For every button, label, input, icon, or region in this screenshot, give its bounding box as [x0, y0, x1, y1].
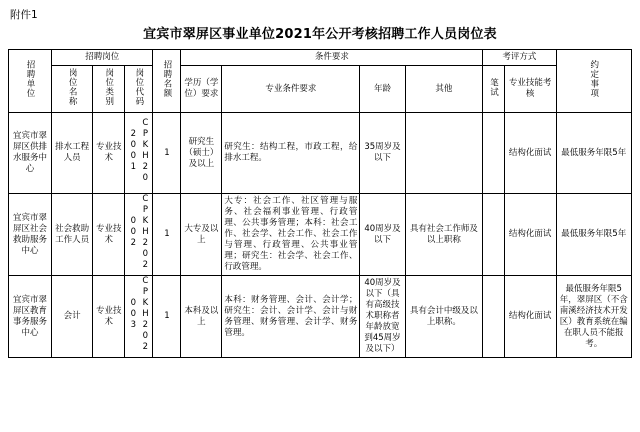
cell-major: 研究生：结构工程，市政工程，给排水工程。	[222, 113, 360, 194]
cell-other: 具有会计中级及以上职称。	[405, 276, 483, 358]
page-title: 宜宾市翠屏区事业单位2021年公开考核招聘工作人员岗位表	[143, 27, 497, 42]
cell-written	[483, 276, 505, 358]
cell-agreement: 最低服务年限5年	[556, 113, 632, 194]
cell-skill: 结构化面试	[504, 194, 556, 276]
cell-post-code-text: CPKH202002	[128, 194, 151, 271]
cell-age: 40周岁及以下	[360, 194, 405, 276]
cell-post-name: 排水工程人员	[52, 113, 93, 194]
table-header-row-1	[9, 50, 632, 66]
header-major: 专业条件要求	[222, 66, 360, 113]
header-unit-label: 招聘单位	[25, 60, 36, 98]
cell-post-type: 专业技术	[93, 194, 125, 276]
header-post-type-label: 岗位类别	[103, 68, 114, 106]
header-quota	[153, 50, 181, 113]
cell-agreement: 最低服务年限5年	[556, 194, 632, 276]
header-post-code-label: 岗位代码	[133, 68, 144, 106]
cell-major: 本科：财务管理、会计、会计学；研究生：会计、会计学、会计与财务管理、财务管理、会计学、财务管理。	[222, 276, 360, 358]
header-condition-group: 条件要求	[181, 50, 483, 66]
cell-age: 35周岁及以下	[360, 113, 405, 194]
cell-skill: 结构化面试	[504, 113, 556, 194]
cell-other	[405, 113, 483, 194]
header-agreement-label: 约定事项	[588, 60, 599, 98]
header-quota-label: 招聘名额	[161, 60, 172, 98]
header-written	[483, 66, 505, 113]
cell-unit: 宜宾市翠屏区教育事务服务中心	[9, 276, 52, 358]
header-post-group: 招聘岗位	[52, 50, 153, 66]
cell-unit: 宜宾市翠屏区供排水服务中心	[9, 113, 52, 194]
header-skill: 专业技能考核	[504, 66, 556, 113]
cell-education: 研究生（硕士）及以上	[181, 113, 222, 194]
cell-written	[483, 194, 505, 276]
header-agreement	[556, 50, 632, 113]
cell-post-name: 社会救助工作人员	[52, 194, 93, 276]
cell-post-code-text: CPKH202003	[128, 276, 151, 353]
cell-post-code	[125, 113, 153, 194]
cell-unit: 宜宾市翠屏区社会救助服务中心	[9, 194, 52, 276]
header-other: 其他	[405, 66, 483, 113]
cell-education: 大专及以上	[181, 194, 222, 276]
attachment-label: 附件1	[10, 9, 38, 21]
cell-post-code	[125, 194, 153, 276]
header-post-type	[93, 66, 125, 113]
table-row	[9, 276, 632, 358]
table-row	[9, 113, 632, 194]
cell-post-code-text: CPKH202001	[128, 118, 151, 184]
job-positions-table	[8, 49, 632, 358]
cell-post-type: 专业技术	[93, 113, 125, 194]
cell-quota: 1	[153, 194, 181, 276]
header-post-name	[52, 66, 93, 113]
cell-quota: 1	[153, 276, 181, 358]
header-post-name-label: 岗位名称	[67, 68, 78, 106]
cell-quota: 1	[153, 113, 181, 194]
cell-post-name: 会计	[52, 276, 93, 358]
cell-education: 本科及以上	[181, 276, 222, 358]
cell-major: 大专：社会工作、社区管理与服务、社会福利事业管理、行政管理、公共事务管理；本科：社会工作、社会学、社会工作、社会工作与管理、行政管理、公共事业管理；研究生：社会学、社会工作、行政管理。	[222, 194, 360, 276]
header-age: 年龄	[360, 66, 405, 113]
cell-post-code	[125, 276, 153, 358]
cell-written	[483, 113, 505, 194]
cell-skill: 结构化面试	[504, 276, 556, 358]
header-written-label: 笔试	[488, 77, 499, 97]
header-unit	[9, 50, 52, 113]
cell-agreement: 最低服务年限5年，翠屏区（不含南溪经济技术开发区）教育系统在编在职人员不能报考。	[556, 276, 632, 358]
cell-other: 具有社会工作师及以上职称	[405, 194, 483, 276]
header-assess-group: 考评方式	[483, 50, 556, 66]
cell-age: 40周岁及以下（具有高级技术职称者年龄放宽到45周岁及以下）	[360, 276, 405, 358]
header-post-code	[125, 66, 153, 113]
header-education: 学历（学位）要求	[181, 66, 222, 113]
cell-post-type: 专业技术	[93, 276, 125, 358]
table-row	[9, 194, 632, 276]
